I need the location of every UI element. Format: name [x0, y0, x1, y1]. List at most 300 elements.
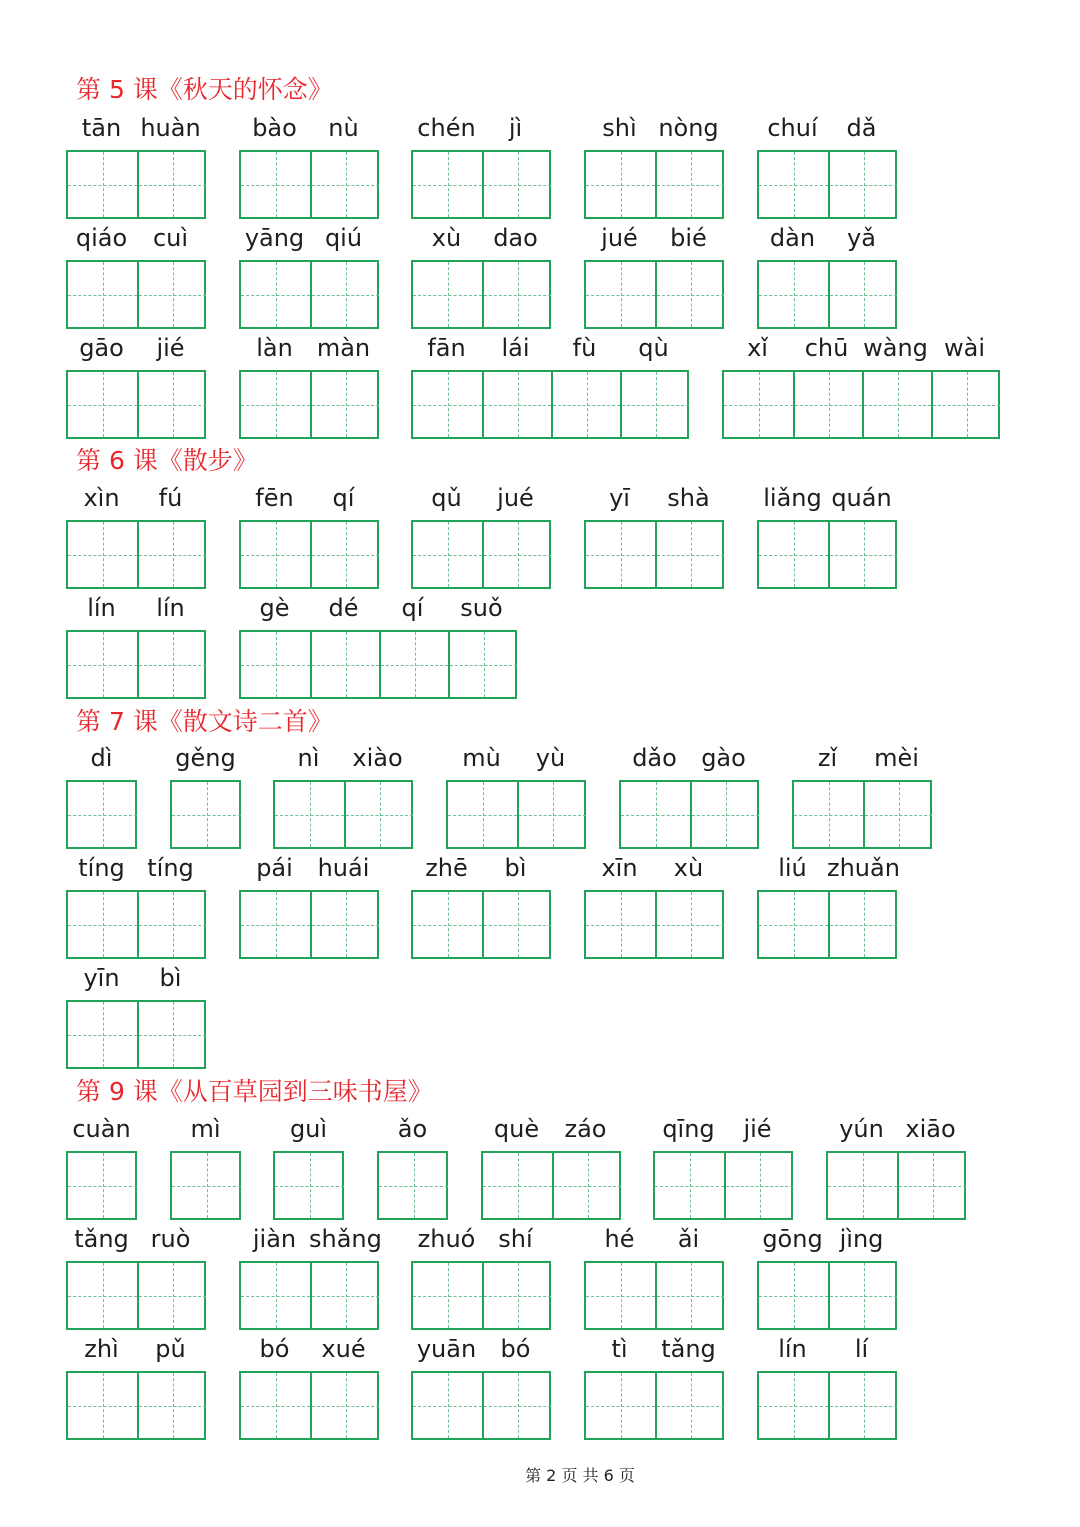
- pinyin-syllable: yī: [609, 484, 630, 512]
- pinyin-syllable: suǒ: [460, 594, 503, 622]
- tianzige-grid: [377, 1151, 448, 1220]
- tianzige-grid: [757, 1261, 897, 1330]
- writing-cell[interactable]: [68, 1002, 137, 1067]
- vocab-word: [446, 744, 586, 780]
- pinyin-syllable: dǎo: [632, 744, 677, 772]
- pinyin-row: [411, 114, 551, 150]
- pinyin-syllable: gěng: [175, 744, 236, 772]
- writing-cell[interactable]: [759, 1373, 828, 1438]
- writing-cell[interactable]: [897, 1153, 966, 1218]
- writing-cell[interactable]: [241, 892, 310, 957]
- writing-cell[interactable]: [482, 372, 551, 437]
- vocab-word: [757, 1335, 897, 1371]
- lesson-title: 第 9 课《从百草园到三味书屋》: [76, 1077, 433, 1106]
- pinyin-syllable: fù: [572, 334, 597, 362]
- writing-cell[interactable]: [172, 1153, 241, 1218]
- pinyin-syllable: xù: [673, 854, 704, 882]
- pinyin-syllable: qīng: [662, 1115, 715, 1143]
- lesson-title: 第 5 课《秋天的怀念》: [76, 75, 333, 104]
- pinyin-row: [757, 484, 897, 520]
- vocab-word: [584, 224, 724, 260]
- pinyin-row: [239, 1335, 379, 1371]
- writing-cell[interactable]: [172, 782, 241, 847]
- vocab-word: [411, 334, 689, 370]
- writing-cell[interactable]: [413, 1263, 482, 1328]
- pinyin-syllable: lín: [778, 1335, 807, 1363]
- writing-cell[interactable]: [68, 262, 137, 327]
- writing-cell[interactable]: [241, 522, 310, 587]
- writing-cell[interactable]: [68, 1263, 137, 1328]
- writing-cell[interactable]: [724, 1153, 793, 1218]
- pinyin-row: [584, 114, 724, 150]
- vocab-word: [66, 224, 206, 260]
- pinyin-row: [757, 1335, 897, 1371]
- pinyin-row: [66, 1225, 206, 1261]
- writing-cell[interactable]: [137, 522, 206, 587]
- vocab-word: [239, 334, 379, 370]
- writing-cell[interactable]: [586, 1373, 655, 1438]
- writing-cell[interactable]: [137, 262, 206, 327]
- pinyin-row: [170, 744, 241, 780]
- writing-cell[interactable]: [655, 1373, 724, 1438]
- writing-cell[interactable]: [413, 1373, 482, 1438]
- writing-cell[interactable]: [68, 1153, 137, 1218]
- tianzige-grid: [411, 890, 551, 959]
- pinyin-row: [66, 484, 206, 520]
- vocab-word: [411, 224, 551, 260]
- pinyin-row: [273, 1115, 344, 1151]
- pinyin-row: [66, 334, 206, 370]
- vocab-word: [66, 484, 206, 520]
- pinyin-row: [239, 594, 517, 630]
- writing-cell[interactable]: [68, 1373, 137, 1438]
- writing-cell[interactable]: [137, 1263, 206, 1328]
- writing-cell[interactable]: [586, 152, 655, 217]
- writing-cell[interactable]: [137, 892, 206, 957]
- pinyin-syllable: fān: [427, 334, 466, 362]
- writing-cell[interactable]: [828, 1373, 897, 1438]
- pinyin-syllable: zhuó: [417, 1225, 476, 1253]
- vocab-word: [239, 854, 379, 890]
- pinyin-syllable: xìn: [83, 484, 120, 512]
- writing-cell[interactable]: [448, 782, 517, 847]
- pinyin-syllable: lín: [156, 594, 185, 622]
- writing-cell[interactable]: [68, 372, 137, 437]
- writing-cell[interactable]: [655, 152, 724, 217]
- pinyin-syllable: jiàn: [252, 1225, 297, 1253]
- writing-cell[interactable]: [448, 632, 517, 697]
- pinyin-syllable: huàn: [140, 114, 201, 142]
- pinyin-row: [66, 854, 206, 890]
- writing-cell[interactable]: [344, 782, 413, 847]
- pinyin-syllable: nì: [297, 744, 320, 772]
- vocab-word: [411, 484, 551, 520]
- pinyin-syllable: dao: [493, 224, 538, 252]
- pinyin-syllable: shí: [498, 1225, 533, 1253]
- vocab-word: [66, 334, 206, 370]
- pinyin-row: [722, 334, 1000, 370]
- writing-cell[interactable]: [310, 892, 379, 957]
- vocab-word: [66, 594, 206, 630]
- tianzige-grid: [66, 150, 206, 219]
- pinyin-syllable: liǎng: [763, 484, 822, 512]
- pinyin-row: [826, 1115, 966, 1151]
- pinyin-row: [239, 1225, 382, 1261]
- pinyin-syllable: yún: [839, 1115, 884, 1143]
- writing-cell[interactable]: [482, 892, 551, 957]
- writing-cell[interactable]: [310, 372, 379, 437]
- pinyin-syllable: quán: [831, 484, 892, 512]
- pinyin-row: [584, 1335, 724, 1371]
- vocab-word: [653, 1115, 793, 1151]
- pinyin-syllable: shì: [602, 114, 637, 142]
- pinyin-syllable: yuān: [416, 1335, 477, 1363]
- pinyin-syllable: huái: [317, 854, 370, 882]
- tianzige-grid: [66, 370, 206, 439]
- pinyin-syllable: hé: [604, 1225, 635, 1253]
- writing-cell[interactable]: [863, 782, 932, 847]
- pinyin-row: [584, 224, 724, 260]
- pinyin-syllable: yāng: [244, 224, 305, 252]
- writing-cell[interactable]: [310, 1373, 379, 1438]
- tianzige-grid: [722, 370, 1000, 439]
- vocab-word: [66, 114, 206, 150]
- pinyin-row: [239, 224, 379, 260]
- pinyin-syllable: xiāo: [905, 1115, 956, 1143]
- pinyin-syllable: qù: [638, 334, 669, 362]
- writing-cell[interactable]: [690, 782, 759, 847]
- pinyin-row: [239, 334, 379, 370]
- pinyin-syllable: jié: [156, 334, 185, 362]
- tianzige-grid: [411, 520, 551, 589]
- pinyin-row: [411, 854, 551, 890]
- tianzige-grid: [584, 520, 724, 589]
- pinyin-row: [239, 114, 379, 150]
- writing-cell[interactable]: [379, 632, 448, 697]
- writing-cell[interactable]: [586, 892, 655, 957]
- pinyin-row: [757, 1225, 897, 1261]
- writing-cell[interactable]: [621, 782, 690, 847]
- writing-cell[interactable]: [68, 782, 137, 847]
- tianzige-grid: [792, 780, 932, 849]
- pinyin-syllable: pái: [256, 854, 293, 882]
- vocab-word: [619, 744, 759, 780]
- writing-cell[interactable]: [413, 892, 482, 957]
- tianzige-grid: [66, 260, 206, 329]
- writing-cell[interactable]: [275, 782, 344, 847]
- pinyin-syllable: qiáo: [75, 224, 128, 252]
- pinyin-syllable: liú: [778, 854, 807, 882]
- writing-cell[interactable]: [828, 1153, 897, 1218]
- pinyin-syllable: lín: [87, 594, 116, 622]
- writing-cell[interactable]: [310, 1263, 379, 1328]
- pinyin-syllable: zǐ: [817, 744, 838, 772]
- writing-cell[interactable]: [310, 632, 379, 697]
- pinyin-row: [66, 744, 137, 780]
- writing-cell[interactable]: [482, 1263, 551, 1328]
- vocab-word: [411, 1225, 551, 1261]
- writing-cell[interactable]: [137, 1373, 206, 1438]
- vocab-word: [170, 1115, 241, 1151]
- writing-cell[interactable]: [241, 632, 310, 697]
- vocab-word: [722, 334, 1000, 370]
- tianzige-grid: [584, 890, 724, 959]
- writing-cell[interactable]: [310, 152, 379, 217]
- writing-cell[interactable]: [68, 892, 137, 957]
- pinyin-syllable: gào: [701, 744, 746, 772]
- pinyin-syllable: nòng: [658, 114, 719, 142]
- writing-cell[interactable]: [413, 372, 482, 437]
- tianzige-grid: [757, 890, 897, 959]
- writing-cell[interactable]: [655, 1263, 724, 1328]
- writing-cell[interactable]: [759, 152, 828, 217]
- tianzige-grid: [66, 520, 206, 589]
- vocab-word: [757, 114, 897, 150]
- pinyin-row: [170, 1115, 241, 1151]
- tianzige-grid: [411, 260, 551, 329]
- writing-cell[interactable]: [483, 1153, 552, 1218]
- pinyin-syllable: jué: [497, 484, 534, 512]
- pinyin-syllable: dé: [328, 594, 359, 622]
- pinyin-syllable: fēn: [255, 484, 294, 512]
- pinyin-syllable: zhuǎn: [827, 854, 900, 882]
- pinyin-row: [584, 484, 724, 520]
- pinyin-syllable: mèi: [874, 744, 919, 772]
- pinyin-row: [757, 114, 897, 150]
- writing-cell[interactable]: [68, 632, 137, 697]
- writing-cell[interactable]: [413, 262, 482, 327]
- tianzige-grid: [757, 150, 897, 219]
- writing-cell[interactable]: [241, 372, 310, 437]
- writing-cell[interactable]: [310, 522, 379, 587]
- tianzige-grid: [66, 630, 206, 699]
- pinyin-row: [239, 854, 379, 890]
- pinyin-row: [411, 224, 551, 260]
- writing-cell[interactable]: [793, 372, 862, 437]
- writing-cell[interactable]: [828, 522, 897, 587]
- pinyin-row: [584, 1225, 724, 1261]
- pinyin-syllable: nù: [328, 114, 359, 142]
- writing-cell[interactable]: [482, 152, 551, 217]
- writing-cell[interactable]: [137, 152, 206, 217]
- vocab-word: [66, 1335, 206, 1371]
- tianzige-grid: [66, 1000, 206, 1069]
- tianzige-grid: [826, 1151, 966, 1220]
- pinyin-syllable: bào: [252, 114, 297, 142]
- writing-cell[interactable]: [828, 1263, 897, 1328]
- vocab-word: [239, 594, 517, 630]
- pinyin-syllable: cuàn: [72, 1115, 131, 1143]
- pinyin-syllable: pǔ: [155, 1335, 186, 1363]
- pinyin-syllable: gōng: [762, 1225, 823, 1253]
- writing-cell[interactable]: [310, 262, 379, 327]
- pinyin-syllable: xù: [431, 224, 462, 252]
- writing-cell[interactable]: [241, 262, 310, 327]
- pinyin-row: [481, 1115, 621, 1151]
- tianzige-grid: [619, 780, 759, 849]
- writing-cell[interactable]: [828, 262, 897, 327]
- vocab-word: [273, 744, 413, 780]
- vocab-word: [239, 114, 379, 150]
- writing-cell[interactable]: [482, 522, 551, 587]
- tianzige-grid: [273, 1151, 344, 1220]
- writing-cell[interactable]: [551, 372, 620, 437]
- pinyin-syllable: shà: [667, 484, 710, 512]
- pinyin-row: [757, 854, 900, 890]
- tianzige-grid: [584, 1371, 724, 1440]
- writing-cell[interactable]: [413, 152, 482, 217]
- pinyin-syllable: bì: [159, 964, 182, 992]
- pinyin-syllable: gāo: [79, 334, 124, 362]
- pinyin-syllable: ǎi: [677, 1225, 700, 1253]
- vocab-word: [66, 1115, 137, 1151]
- writing-cell[interactable]: [828, 152, 897, 217]
- tianzige-grid: [273, 780, 413, 849]
- pinyin-row: [66, 964, 206, 1000]
- writing-cell[interactable]: [655, 262, 724, 327]
- writing-cell[interactable]: [517, 782, 586, 847]
- vocab-word: [411, 114, 551, 150]
- pinyin-syllable: zhì: [84, 1335, 119, 1363]
- pinyin-syllable: xīn: [601, 854, 638, 882]
- writing-cell[interactable]: [413, 522, 482, 587]
- writing-cell[interactable]: [931, 372, 1000, 437]
- tianzige-grid: [653, 1151, 793, 1220]
- pinyin-syllable: tíng: [147, 854, 194, 882]
- pinyin-row: [619, 744, 759, 780]
- lesson-title: 第 7 课《散文诗二首》: [76, 707, 333, 736]
- writing-cell[interactable]: [586, 522, 655, 587]
- pinyin-syllable: jué: [601, 224, 638, 252]
- vocab-word: [584, 1225, 724, 1261]
- pinyin-syllable: yù: [535, 744, 566, 772]
- vocab-word: [239, 1225, 382, 1261]
- writing-cell[interactable]: [68, 152, 137, 217]
- writing-cell[interactable]: [241, 152, 310, 217]
- writing-cell[interactable]: [620, 372, 689, 437]
- pinyin-syllable: bó: [259, 1335, 290, 1363]
- writing-cell[interactable]: [759, 892, 828, 957]
- pinyin-syllable: tǎng: [74, 1225, 129, 1253]
- pinyin-syllable: qiú: [324, 224, 363, 252]
- writing-cell[interactable]: [68, 522, 137, 587]
- vocab-word: [411, 1335, 551, 1371]
- pinyin-syllable: tì: [611, 1335, 628, 1363]
- pinyin-syllable: qí: [332, 484, 355, 512]
- pinyin-syllable: guì: [289, 1115, 328, 1143]
- writing-cell[interactable]: [586, 1263, 655, 1328]
- tianzige-grid: [757, 520, 897, 589]
- pinyin-syllable: qí: [401, 594, 424, 622]
- pinyin-row: [377, 1115, 448, 1151]
- pinyin-syllable: jìng: [839, 1225, 884, 1253]
- tianzige-grid: [66, 1261, 206, 1330]
- tianzige-grid: [757, 260, 897, 329]
- writing-cell[interactable]: [241, 1373, 310, 1438]
- pinyin-syllable: gè: [259, 594, 290, 622]
- writing-cell[interactable]: [137, 1002, 206, 1067]
- pinyin-row: [66, 1115, 137, 1151]
- pinyin-syllable: xǐ: [747, 334, 768, 362]
- writing-cell[interactable]: [137, 632, 206, 697]
- pinyin-syllable: bì: [504, 854, 527, 882]
- vocab-word: [66, 964, 206, 1000]
- pinyin-syllable: xiào: [352, 744, 403, 772]
- writing-cell[interactable]: [759, 1263, 828, 1328]
- tianzige-grid: [170, 1151, 241, 1220]
- writing-cell[interactable]: [759, 522, 828, 587]
- vocab-word: [411, 854, 551, 890]
- tianzige-grid: [239, 370, 379, 439]
- pinyin-syllable: mì: [190, 1115, 221, 1143]
- writing-cell[interactable]: [586, 262, 655, 327]
- tianzige-grid: [584, 260, 724, 329]
- vocab-word: [170, 744, 241, 780]
- writing-cell[interactable]: [482, 262, 551, 327]
- pinyin-row: [66, 594, 206, 630]
- pinyin-row: [757, 224, 897, 260]
- pinyin-row: [411, 334, 689, 370]
- pinyin-syllable: wài: [943, 334, 985, 362]
- tianzige-grid: [411, 150, 551, 219]
- writing-cell[interactable]: [655, 522, 724, 587]
- writing-cell[interactable]: [137, 372, 206, 437]
- vocab-word: [584, 114, 724, 150]
- pinyin-syllable: dì: [90, 744, 113, 772]
- writing-cell[interactable]: [828, 892, 897, 957]
- vocab-word: [757, 854, 900, 890]
- tianzige-grid: [239, 1371, 379, 1440]
- pinyin-syllable: lí: [854, 1335, 869, 1363]
- vocab-word: [584, 484, 724, 520]
- writing-cell[interactable]: [482, 1373, 551, 1438]
- pinyin-syllable: qǔ: [431, 484, 462, 512]
- writing-cell[interactable]: [655, 892, 724, 957]
- pinyin-syllable: chū: [804, 334, 849, 362]
- tianzige-grid: [239, 630, 517, 699]
- tianzige-grid: [239, 260, 379, 329]
- vocab-word: [377, 1115, 448, 1151]
- writing-cell[interactable]: [655, 1153, 724, 1218]
- writing-cell[interactable]: [759, 262, 828, 327]
- tianzige-grid: [239, 1261, 379, 1330]
- pinyin-syllable: ǎo: [397, 1115, 428, 1143]
- pinyin-row: [446, 744, 586, 780]
- writing-cell[interactable]: [724, 372, 793, 437]
- vocab-word: [757, 224, 897, 260]
- pinyin-syllable: jì: [508, 114, 523, 142]
- pinyin-syllable: yǎ: [847, 224, 876, 252]
- pinyin-row: [411, 1225, 551, 1261]
- writing-cell[interactable]: [241, 1263, 310, 1328]
- pinyin-syllable: xué: [321, 1335, 366, 1363]
- pinyin-row: [66, 224, 206, 260]
- writing-cell[interactable]: [275, 1153, 344, 1218]
- tianzige-grid: [239, 520, 379, 589]
- pinyin-syllable: tíng: [78, 854, 125, 882]
- tianzige-grid: [481, 1151, 621, 1220]
- writing-cell[interactable]: [794, 782, 863, 847]
- pinyin-syllable: dǎ: [846, 114, 877, 142]
- writing-cell[interactable]: [379, 1153, 448, 1218]
- vocab-word: [481, 1115, 621, 1151]
- pinyin-syllable: zhē: [425, 854, 468, 882]
- writing-cell[interactable]: [552, 1153, 621, 1218]
- pinyin-row: [66, 114, 206, 150]
- pinyin-syllable: bié: [670, 224, 707, 252]
- writing-cell[interactable]: [862, 372, 931, 437]
- pinyin-syllable: tǎng: [661, 1335, 716, 1363]
